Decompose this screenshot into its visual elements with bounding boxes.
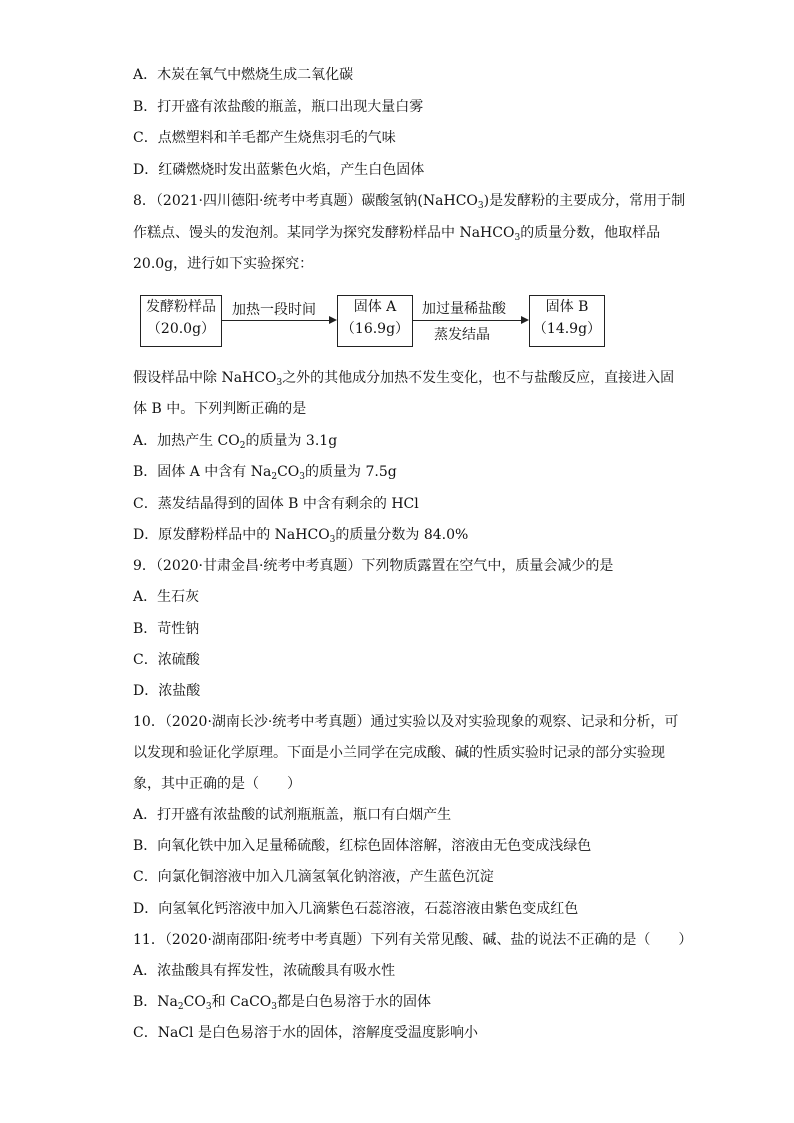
q11-option-b: B．$Na_2CO_3$和 CaCO$_3$都是白色易溶于水的固体 [133, 994, 431, 1012]
q8-option-d: D．原发酵粉样品中的 NaHCO$_3$的质量分数为 84.0% [133, 527, 469, 545]
flow-box-solid-b [529, 295, 605, 347]
flow-arrow2-label-top: 加过量稀盐酸 [422, 301, 506, 317]
flow-box-solid-a [337, 295, 413, 347]
flow-arrow2 [412, 320, 521, 321]
q9-option-c: C．浓硫酸 [133, 652, 200, 668]
q9-option-b: B．苛性钠 [133, 621, 200, 637]
flow-arrow1-head [329, 316, 337, 324]
q8-option-b: B．固体 A 中含有 $Na_2CO_3$的质量为 7.5g [133, 464, 397, 482]
q8-option-c: C．蒸发结晶得到的固体 B 中含有剩余的 HCl [133, 496, 419, 512]
q10-option-d: D．向氢氧化钙溶液中加入几滴紫色石蕊溶液，石蕊溶液由紫色变成红色 [133, 901, 579, 917]
q8-stem-line1: 8．（2021·四川德阳·统考中考真题）碳酸氢钠(NaHCO$_3$)是发酵粉的主要成分，常用于制 [133, 193, 686, 211]
flow-arrow1 [221, 320, 329, 321]
q9-option-d: D．浓盐酸 [133, 683, 201, 699]
q7-option-d: D．红磷燃烧时发出蓝紫色火焰，产生白色固体 [133, 162, 425, 178]
q10-stem-line1: 10．（2020·湖南长沙·统考中考真题）通过实验以及对实验现象的观察、记录和分析，可 [133, 714, 679, 730]
q11-option-a: A．浓盐酸具有挥发性，浓硫酸具有吸水性 [133, 963, 396, 979]
flow-box-solid-a-mass: （16.9g） [340, 321, 410, 337]
q10-stem-line2: 以发现和验证化学原理。下面是小兰同学在完成酸、碱的性质实验时记录的部分实验现 [133, 745, 665, 761]
q11-option-c: C．NaCl 是白色易溶于水的固体，溶解度受温度影响小 [133, 1025, 478, 1041]
q8-after-line2: 体 B 中。下列判断正确的是 [133, 401, 307, 417]
q8-after-line1: 假设样品中除 NaHCO$_3$之外的其他成分加热不发生变化，也不与盐酸反应，直接进入固 [133, 370, 675, 388]
q7-option-b: B．打开盛有浓盐酸的瓶盖，瓶口出现大量白雾 [133, 99, 424, 115]
flow-arrow1-label: 加热一段时间 [232, 302, 316, 318]
flow-box-sample-mass: （20.0g） [146, 321, 216, 337]
q10-option-b: B．向氧化铁中加入足量稀硫酸，红棕色固体溶解，溶液由无色变成浅绿色 [133, 838, 592, 854]
flow-box-solid-b-name: 固体 B [545, 299, 589, 315]
q7-option-c: C．点燃塑料和羊毛都产生烧焦羽毛的气味 [133, 130, 396, 146]
q9-option-a: A．生石灰 [133, 589, 200, 605]
q10-stem-line3: 象，其中正确的是（ ） [133, 776, 301, 792]
q8-stem-line2: 作糕点、馒头的发泡剂。某同学为探究发酵粉样品中 NaHCO$_3$的质量分数，他取样品 [133, 225, 661, 243]
q10-option-c: C．向氯化铜溶液中加入几滴氢氧化钠溶液，产生蓝色沉淀 [133, 869, 494, 885]
flow-arrow2-head [521, 316, 529, 324]
q10-option-a: A．打开盛有浓盐酸的试剂瓶瓶盖，瓶口有白烟产生 [133, 807, 452, 823]
q7-option-a: A．木炭在氧气中燃烧生成二氧化碳 [133, 67, 354, 83]
q8-option-a: A．加热产生 $CO_2$的质量为 3.1g [133, 433, 338, 451]
q9-stem: 9．（2020·甘肃金昌·统考中考真题）下列物质露置在空气中，质量会减少的是 [133, 558, 614, 574]
flow-box-sample-name: 发酵粉样品 [146, 299, 216, 315]
flow-box-solid-a-name: 固体 A [353, 299, 397, 315]
q11-stem: 11．（2020·湖南邵阳·统考中考真题）下列有关常见酸、碱、盐的说法不正确的是（ ） [133, 932, 693, 948]
flow-box-sample [140, 295, 222, 347]
q8-stem-line3: 20.0g，进行如下实验探究： [133, 256, 314, 272]
flow-arrow2-label-bottom: 蒸发结晶 [434, 327, 490, 343]
flow-box-solid-b-mass: （14.9g） [532, 321, 602, 337]
